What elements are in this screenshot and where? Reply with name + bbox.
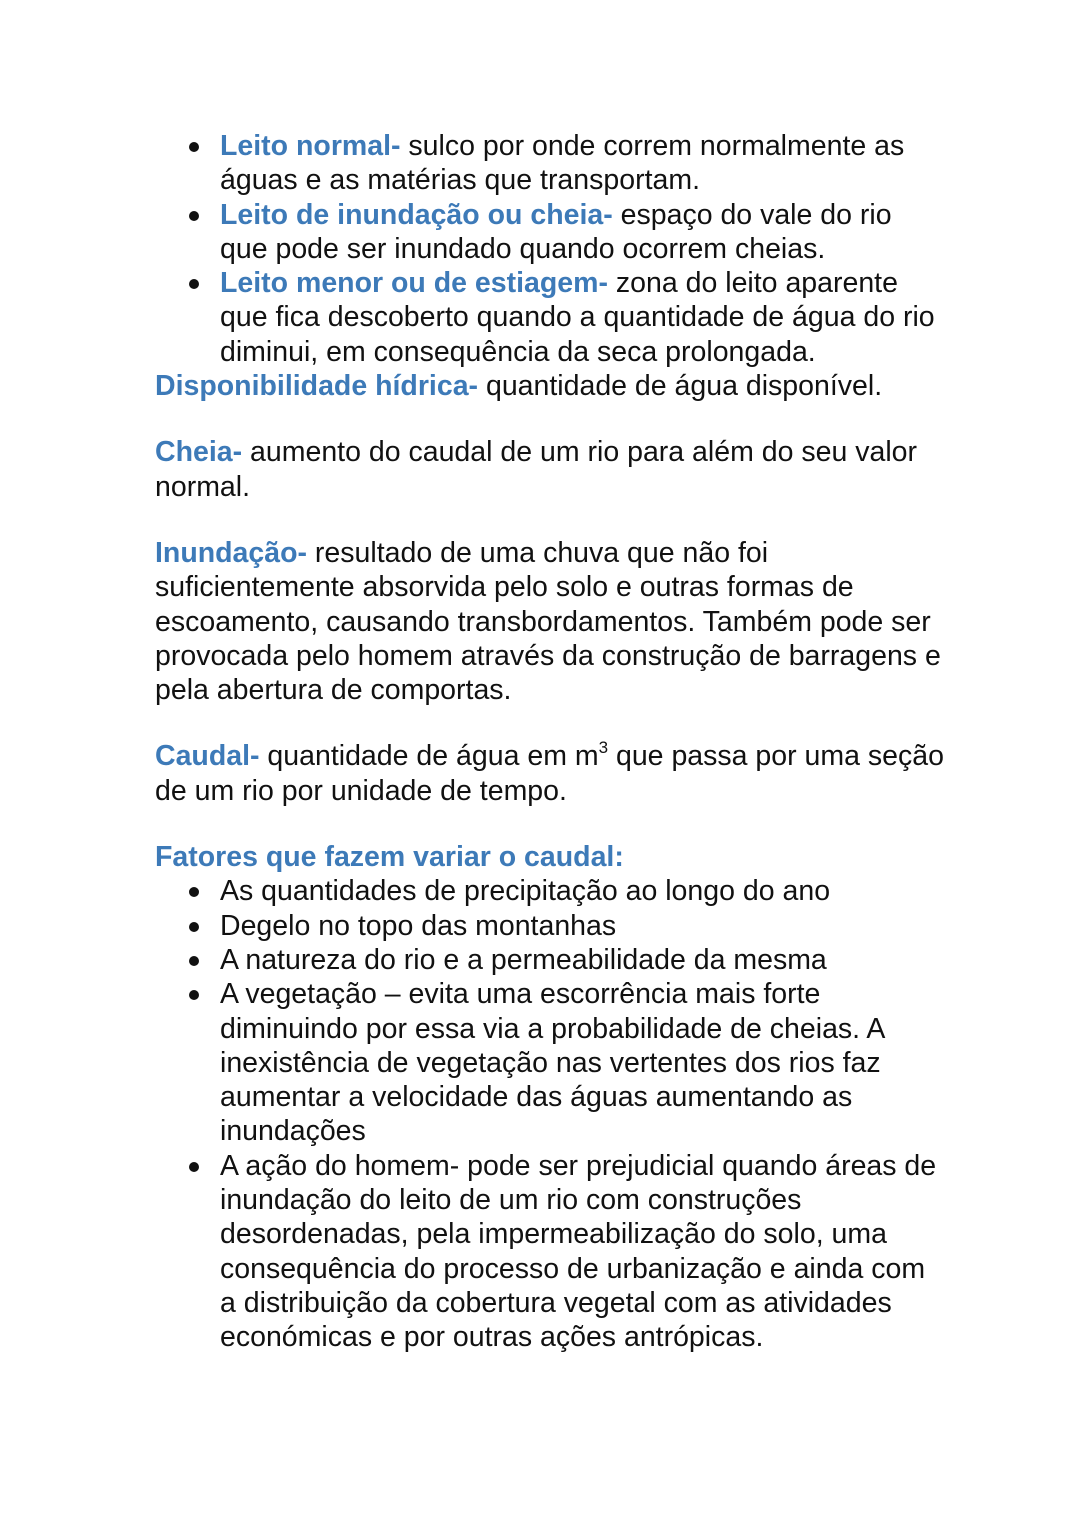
superscript-cubed: 3 — [598, 738, 609, 758]
definition-leito-menor: zona do leito aparente que fica descoberto quando a quantidade de água do rio diminui, em consequência da seca prolongada. — [220, 267, 935, 368]
term-leito-inundacao: Leito de inundação ou cheia- — [220, 198, 613, 231]
term-leito-menor: Leito menor ou de estiagem- — [220, 267, 608, 300]
leitos-list — [155, 129, 945, 369]
definition-caudal-part2: que passa por uma seção de um rio por unidade de tempo. — [155, 740, 944, 807]
definition-leito-inundacao: espaço do vale do rio que pode ser inundado quando ocorrem cheias. — [220, 198, 892, 265]
list-item-leito-normal — [155, 129, 945, 198]
list-item-fator-precipitacao: As quantidades de precipitação ao longo do ano — [155, 874, 945, 908]
list-item-leito-inundacao — [155, 198, 945, 267]
definition-caudal-part1: quantidade de água em m — [259, 740, 599, 773]
fatores-heading: Fatores que fazem variar o caudal: — [155, 841, 624, 874]
document-page — [155, 129, 945, 1355]
paragraph-cheia — [155, 435, 945, 504]
paragraph-inundacao — [155, 536, 945, 707]
term-disponibilidade-hidrica: Disponibilidade hídrica- — [155, 370, 479, 403]
term-cheia: Cheia- — [155, 436, 243, 469]
term-caudal: Caudal- — [155, 740, 260, 773]
definition-leito-normal: sulco por onde correm normalmente as águas e as matérias que transportam. — [220, 130, 905, 197]
paragraph-disponibilidade-hidrica — [155, 369, 945, 403]
definition-cheia: aumento do caudal de um rio para além do seu valor normal. — [155, 436, 918, 503]
list-item-fator-natureza: A natureza do rio e a permeabilidade da mesma — [155, 943, 945, 977]
term-inundacao: Inundação- — [155, 536, 308, 569]
fatores-list — [155, 874, 945, 1354]
paragraph-caudal — [155, 739, 945, 808]
term-leito-normal: Leito normal- — [220, 130, 401, 162]
definition-inundacao: resultado de uma chuva que não foi suficientemente absorvida pelo solo e outras formas de escoamento, causando transbordamentos. Também pode ser provocada pelo homem através da construção de barragens e pela abertura de comportas. — [155, 536, 941, 707]
list-item-fator-homem: A ação do homem- pode ser prejudicial quando áreas de inundação do leito de um rio com construções desordenadas, pela impermeabilização do solo, uma consequência do processo de urbanização e ainda com a distribuição da cobertura vegetal com as atividades económicas e por outras ações antrópicas. — [155, 1149, 945, 1355]
list-item-fator-degelo: Degelo no topo das montanhas — [155, 909, 945, 943]
list-item-leito-menor — [155, 266, 945, 369]
definition-disponibilidade-hidrica: quantidade de água disponível. — [478, 370, 883, 403]
list-item-fator-vegetacao: A vegetação – evita uma escorrência mais forte diminuindo por essa via a probabilidade de cheias. A inexistência de vegetação nas vertentes dos rios faz aumentar a velocidade das águas aumentando as inundações — [155, 977, 945, 1148]
